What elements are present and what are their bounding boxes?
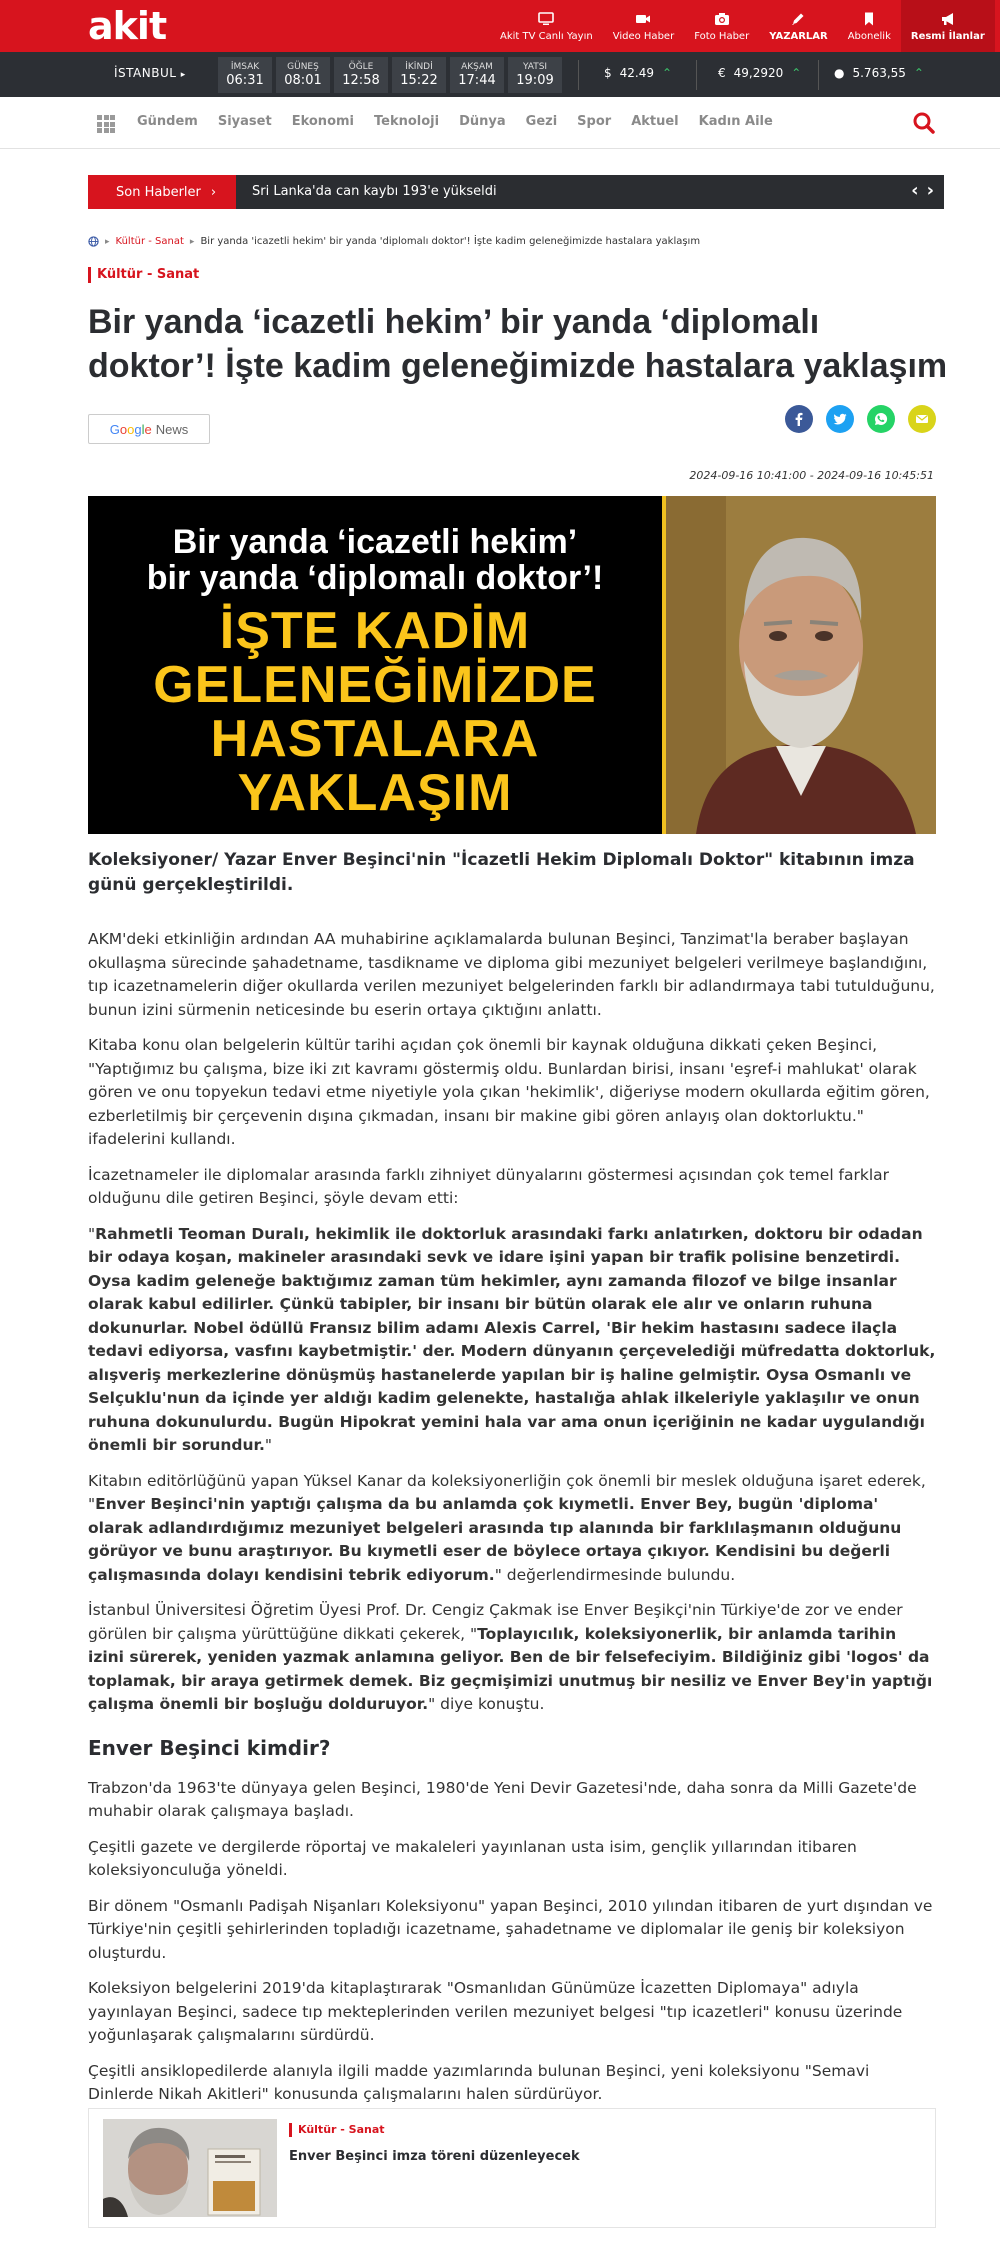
paragraph: Çeşitli gazete ve dergilerde röportaj ve makaleleri yayınlanan usta isim, gençlik yıllarından itibaren koleksiyonculuğa yöneldi. <box>88 1837 857 1879</box>
prayer-time-aksam: AKŞAM 17:44 <box>450 57 504 93</box>
section-heading: Enver Beşinci kimdir? <box>88 1735 331 1760</box>
article-lead: Koleksiyoner/ Yazar Enver Beşinci'nin "İcazetli Hekim Diplomalı Doktor" kitabının imza günü gerçekleştirildi. <box>88 850 915 895</box>
globe-icon[interactable] <box>88 236 99 247</box>
paragraph: İstanbul Üniversitesi Öğretim Üyesi Prof. Dr. Cengiz Çakmak ise Enver Beşikçi'nin Türkiye'de zor ve ender görülen bir çalışma yürüttüğüne dikkati çekerek, "Toplayıcılık, koleksiyonerlik, bir anlamda tarihin izini sürerek, yeniden yazmak anlamına geliyor. Ben de bir felsefeciyim. Bildiğiniz gibi 'logos' da toplamak, bir araya getirmek demek. Biz geçmişimizi unutmuş bir nesiliz ve Enver Bey'in yaptığı çalışma önemli bir boşluğu dolduruyor." diye konuştu. <box>88 1601 933 1713</box>
share-email-button[interactable] <box>908 405 936 433</box>
top-nav <box>490 0 995 52</box>
topnav-resmi-ilanlar[interactable]: Resmi İlanlar <box>901 0 995 52</box>
menu-grid-icon[interactable] <box>97 115 115 133</box>
prayer-time-yatsi: YATSI 19:09 <box>508 57 562 93</box>
category-nav <box>0 97 1000 149</box>
paragraph: Koleksiyon belgelerini 2019'da kitaplaştırarak "Osmanlıdan Günümüze İcazetten Diplomaya" adıyla yayınlayan Beşinci, sadece tıp mekteplerinden verilen mezuniyet belgesi "tıp icazetleri" konusu üzerinde yoğunlaşarak çalışmalarını sürdürdü. <box>88 1979 903 2044</box>
related-article-image[interactable] <box>103 2119 277 2217</box>
hero-text-line: İŞTE KADİM <box>219 602 531 660</box>
breadcrumb-section[interactable]: Kültür - Sanat <box>115 236 184 247</box>
article-dates: 2024-09-16 10:41:00 - 2024-09-16 10:45:51 <box>689 469 934 482</box>
share-buttons <box>785 405 936 433</box>
prayer-time-gunes: GÜNEŞ 08:01 <box>276 57 330 93</box>
search-icon[interactable] <box>912 111 936 135</box>
share-twitter-button[interactable] <box>826 405 854 433</box>
topnav-akit-tv[interactable]: Akit TV Canlı Yayın <box>490 0 603 52</box>
topnav-video-haber[interactable]: Video Haber <box>603 0 684 52</box>
camera-icon <box>714 11 730 27</box>
related-article-title[interactable]: Enver Beşinci imza töreni düzenleyecek <box>289 2149 580 2164</box>
prayer-times <box>218 57 562 93</box>
article-title: Bir yanda ‘icazetli hekim’ bir yanda ‘diplomalı doktor’! İşte kadim geleneğimizde hastalara yaklaşım <box>88 303 948 385</box>
hero-text-line: HASTALARA <box>210 710 540 768</box>
chevron-left-icon[interactable]: ‹ <box>911 180 919 201</box>
bookmark-icon <box>861 11 877 27</box>
category-kadin-aile[interactable]: Kadın Aile <box>698 114 773 129</box>
chevron-right-icon: › <box>210 184 217 200</box>
paragraph: Çeşitli ansiklopedilerde alanıyla ilgili madde yazımlarında bulunan Beşinci, yeni koleksiyonu "Semavi Dinlerde Nikah Akitleri" konusunda çalışmalarını halen sürdürüyor. <box>88 2061 870 2103</box>
hero-text-line: GELENEĞİMİZDE <box>153 656 597 714</box>
twitter-icon <box>833 412 847 426</box>
breaking-news-headline[interactable]: Sri Lanka'da can kaybı 193'e yükseldi <box>252 184 497 199</box>
topnav-yazarlar[interactable]: YAZARLAR <box>759 0 838 52</box>
topnav-foto-haber[interactable]: Foto Haber <box>684 0 759 52</box>
top-bar <box>0 0 1000 52</box>
chevron-right-icon[interactable]: › <box>926 180 934 201</box>
divider <box>578 60 579 90</box>
breadcrumb <box>88 236 700 247</box>
video-icon <box>635 11 651 27</box>
paragraph: Kitabın editörlüğünü yapan Yüksel Kanar da koleksiyonerliğin çok önemli bir meslek olduğuna işaret ederek, "Enver Beşinci'nin yaptığı çalışma da bu anlamda çok kıymetli. Enver Bey, bugün 'diploma' olarak adlandırdığımız mezuniyet belgeleri arasında tıp alanında bir farklılaşmanın olduğunu görüyor ve bunu araştırıyor. Bu kıymetli eser de böylece ortaya çıkıyor. Kendisini bu değerli çalışmasında dolayı kendisini tebrik ediyorum." değerlendirmesinde bulundu. <box>88 1471 926 1584</box>
paragraph: Kitaba konu olan belgelerin kültür tarihi açıdan çok önemli bir kaynak olduğuna dikkati çeken Beşinci, "Yaptığımız bu çalışma, bize iki zıt kavramı göstermiş oldu. Bunlardan birisi, insanı 'eşref-i mahlukat' olarak gören ve onu topyekun tedavi etme niyetiyle yola çıkan 'hekimlik', diğeriyse modern okullarda eğitim gören, ezberletilmiş bir çerçevenin dışına çıkmadan, insanı bir makine gibi gören anlayış olan doktorluktu." ifadelerini kullandı. <box>88 1036 930 1148</box>
prayer-time-imsak: İMSAK 06:31 <box>218 57 272 93</box>
quote-paragraph: "Rahmetli Teoman Duralı, hekimlik ile doktorluk arasındaki farkı anlatırken, doktoru bir odadan bir odaya koşan, makineler arasındaki sevk ve idare işini yapan bir trafik polisine benzetirdi. Oysa kadim geleneğe baktığımız zaman tüm hekimler, aynı zamanda filozof ve bilge insanlar olarak kabul edilirler. Çünkü tabipler, bir insanı bir bütün olarak ele alır ve onların ruhuna dokunurlar. Nobel ödüllü Fransız bilim adamı Alexis Carrel, 'Bir hekim hastasını sadece ilaçla tedavi ediyorsa, vasfını kaybetmiştir.' der. Modern dünyanın çerçevelediği müfredatta doktorluk, alışveriş merkezlerine dönüşmüş hastanelerde yapılan bir iş haline gelmiştir. Oysa Osmanlı ve Selçuklu'nun da içinde yer aldığı kadim gelenekte, hastalığa ahlak ilkeleriyle yaklaşılır ve onun ruhuna dokunulurdu. Bugün Hipokrat yemini hala var ama onun içeriğinin ne kadar uygulandığı önemli bir sorundur." <box>88 1224 936 1454</box>
category-ekonomi[interactable]: Ekonomi <box>291 114 354 129</box>
arrow-up-icon: ⌃ <box>791 66 802 80</box>
share-facebook-button[interactable] <box>785 405 813 433</box>
breadcrumb-separator-icon: ▸ <box>189 236 195 247</box>
tv-icon <box>538 11 554 27</box>
category-gundem[interactable]: Gündem <box>137 114 198 129</box>
caret-right-icon: ▸ <box>180 70 186 80</box>
topnav-abonelik[interactable]: Abonelik <box>838 0 901 52</box>
email-icon <box>915 412 929 426</box>
whatsapp-icon <box>874 412 888 426</box>
gold-icon: ● <box>834 66 845 80</box>
category-spor[interactable]: Spor <box>577 114 612 129</box>
breadcrumb-separator-icon: ▸ <box>105 236 110 247</box>
arrow-up-icon: ⌃ <box>662 66 673 80</box>
hero-text-line: bir yanda ‘diplomalı doktor’! <box>146 559 604 597</box>
portrait-illustration <box>666 496 936 834</box>
hero-text-line: Bir yanda ‘icazetli hekim’ <box>172 523 578 561</box>
google-news-button[interactable]: G o o g l e News <box>88 414 210 444</box>
rate-usd: $ 42.49 ⌃ <box>604 66 673 80</box>
divider <box>818 60 819 90</box>
hero-image <box>88 496 936 834</box>
megaphone-icon <box>940 11 956 27</box>
share-whatsapp-button[interactable] <box>867 405 895 433</box>
breaking-news-controls <box>911 182 934 200</box>
hero-headline-graphic <box>88 496 662 834</box>
breaking-news-label[interactable]: Son Haberler › <box>88 175 236 209</box>
rate-eur: € 49,2920 ⌃ <box>718 66 802 80</box>
paragraph: İcazetnameler ile diplomalar arasında farklı zihniyet dünyalarını göstermesi açısından çok temel farklar olduğunu dile getiren Beşinci, şöyle devam etti: <box>88 1165 890 1207</box>
related-article-category[interactable]: Kültür - Sanat <box>289 2123 385 2137</box>
article-category[interactable]: Kültür - Sanat <box>88 267 199 283</box>
article-body <box>88 928 936 2119</box>
category-gezi[interactable]: Gezi <box>525 114 558 129</box>
divider <box>696 60 697 90</box>
site-logo[interactable]: akit <box>88 4 167 48</box>
pen-icon <box>790 11 806 27</box>
paragraph: AKM'deki etkinliğin ardından AA muhabirine açıklamalarda bulunan Beşinci, Tanzimat'la beraber başlayan okullaşma sürecinde şahadetname, tasdikname ve diploma gibi mezuniyet belgeleri verilmeye başlandığını, tıp icazetnamelerin diğer okullarda verilen mezuniyet belgelerinden farklı bir adlandırmaya tabi tutulduğunu, bunun izini sürmenin neticesinde bu eserin ortaya çıktığını anlattı. <box>88 930 935 1019</box>
category-teknoloji[interactable]: Teknoloji <box>374 114 440 129</box>
prayer-time-ikindi: İKİNDİ 15:22 <box>392 57 446 93</box>
related-thumbnail <box>103 2119 277 2217</box>
hero-text-line: YAKLAŞIM <box>237 764 513 822</box>
city-selector[interactable]: İSTANBUL ▸ <box>114 66 186 80</box>
rate-gold: ● 5.763,55 ⌃ <box>834 66 924 80</box>
prayer-times-bar <box>0 52 1000 97</box>
related-article-card[interactable] <box>88 2108 936 2228</box>
arrow-up-icon: ⌃ <box>913 66 924 80</box>
paragraph: Bir dönem "Osmanlı Padişah Nişanları Koleksiyonu" yapan Beşinci, 2010 yılından itibaren de yurt dışından ve Türkiye'nin çeşitli şehirlerinden topladığı icazetname, şahadetname ve diplomalar ile geniş bir koleksiyon oluşturdu. <box>88 1896 933 1962</box>
prayer-time-ogle: ÖĞLE 12:58 <box>334 57 388 93</box>
category-aktuel[interactable]: Aktuel <box>631 114 679 129</box>
breadcrumb-current: Bir yanda 'icazetli hekim' bir yanda 'diplomalı doktor'! İşte kadim geleneğimizde hastalara yaklaşım <box>200 236 701 247</box>
category-siyaset[interactable]: Siyaset <box>217 114 272 129</box>
breaking-news-bar <box>88 175 944 209</box>
category-list <box>137 114 773 129</box>
facebook-icon <box>792 412 806 426</box>
category-dunya[interactable]: Dünya <box>459 114 506 129</box>
paragraph: Trabzon'da 1963'te dünyaya gelen Beşinci, 1980'de Yeni Devir Gazetesi'nde, daha sonra da Milli Gazete'de muhabir olarak çalışmaya başladı. <box>88 1778 917 1820</box>
portrait-photo <box>666 496 936 834</box>
